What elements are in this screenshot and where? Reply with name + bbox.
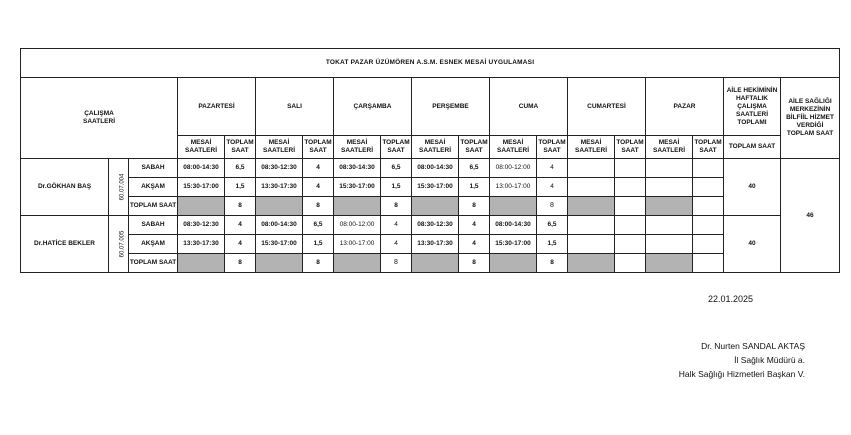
time-cell: 13:00-17:00 <box>490 178 537 197</box>
grey-cell <box>490 254 537 273</box>
hours-cell: 4 <box>303 178 334 197</box>
grey-cell <box>412 197 459 216</box>
shift-label: AKŞAM <box>129 235 178 254</box>
time-cell: 08:30-12:30 <box>256 159 303 178</box>
time-cell <box>646 235 693 254</box>
time-cell: 08:30-12:30 <box>178 216 225 235</box>
day-total: 8 <box>225 254 256 273</box>
day-total: 8 <box>459 197 490 216</box>
day-total: 8 <box>459 254 490 273</box>
weekly-total-value: 40 <box>724 216 781 273</box>
calisma-saatleri-header: ÇALIŞMA SAATLERİ <box>21 78 178 159</box>
grey-cell <box>568 197 615 216</box>
time-cell: 08:30-14:30 <box>334 159 381 178</box>
time-cell: 15:30-17:00 <box>334 178 381 197</box>
shift-label: SABAH <box>129 216 178 235</box>
hours-cell <box>693 235 724 254</box>
day-total <box>693 254 724 273</box>
time-cell <box>646 216 693 235</box>
sub-header-mesai: MESAİ SAATLERİ <box>568 136 615 159</box>
time-cell: 08:00-12:00 <box>490 159 537 178</box>
time-cell: 15:30-17:00 <box>412 178 459 197</box>
grey-cell <box>178 254 225 273</box>
document-date: 22.01.2025 <box>708 294 754 304</box>
center-total-header: AİLE SAĞLIĞI MERKEZİNİN BİLFİİL HİZMET VERDİĞİ TOPLAM SAAT <box>781 78 840 159</box>
time-cell <box>568 235 615 254</box>
grey-cell <box>412 254 459 273</box>
sub-header-toplam: TOPLAM SAAT <box>459 136 490 159</box>
sub-header-toplam: TOPLAM SAAT <box>225 136 256 159</box>
time-cell: 15:30-17:00 <box>178 178 225 197</box>
hours-cell: 4 <box>303 159 334 178</box>
hours-cell: 4 <box>537 159 568 178</box>
time-cell: 08:00-12:00 <box>334 216 381 235</box>
time-cell: 13:30-17:30 <box>178 235 225 254</box>
shift-label: SABAH <box>129 159 178 178</box>
grey-cell <box>334 254 381 273</box>
time-cell <box>568 216 615 235</box>
sub-header-mesai: MESAİ SAATLERİ <box>178 136 225 159</box>
hours-cell: 1,5 <box>459 178 490 197</box>
doctor-name: Dr.GÖKHAN BAŞ <box>21 159 109 216</box>
doctor-code: 60.07.005 <box>109 216 129 273</box>
hours-cell: 6,5 <box>303 216 334 235</box>
grey-cell <box>646 254 693 273</box>
hours-cell <box>693 159 724 178</box>
sub-header-mesai: MESAİ SAATLERİ <box>490 136 537 159</box>
sub-header-toplam: TOPLAM SAAT <box>615 136 646 159</box>
time-cell: 13:00-17:00 <box>334 235 381 254</box>
grey-cell <box>334 197 381 216</box>
day-header-thursday: PERŞEMBE <box>412 78 490 136</box>
hours-cell <box>693 178 724 197</box>
grey-cell <box>490 197 537 216</box>
day-total <box>693 197 724 216</box>
hours-cell: 1,5 <box>225 178 256 197</box>
hours-cell: 1,5 <box>381 178 412 197</box>
time-cell: 13:30-17:30 <box>256 178 303 197</box>
grey-cell <box>256 254 303 273</box>
sub-header-toplam: TOPLAM SAAT <box>693 136 724 159</box>
signer-role: Halk Sağlığı Hizmetleri Başkan V. <box>678 369 805 379</box>
grey-cell <box>646 197 693 216</box>
weekly-total-value: 40 <box>724 159 781 216</box>
grey-cell <box>178 197 225 216</box>
time-cell: 08:30-12:30 <box>412 216 459 235</box>
doctor-name: Dr.HATİCE BEKLER <box>21 216 109 273</box>
hours-cell: 4 <box>225 235 256 254</box>
hours-cell: 1,5 <box>537 235 568 254</box>
time-cell: 08:00-14:30 <box>412 159 459 178</box>
day-total: 8 <box>381 254 412 273</box>
day-total: 8 <box>303 254 334 273</box>
shift-label: AKŞAM <box>129 178 178 197</box>
day-total: 8 <box>225 197 256 216</box>
total-label: TOPLAM SAAT <box>129 197 178 216</box>
sub-header-weekly: TOPLAM SAAT <box>724 136 781 159</box>
day-header-tuesday: SALI <box>256 78 334 136</box>
hours-cell: 4 <box>459 216 490 235</box>
sub-header-toplam: TOPLAM SAAT <box>303 136 334 159</box>
day-header-sunday: PAZAR <box>646 78 724 136</box>
hours-cell: 6,5 <box>225 159 256 178</box>
sub-header-mesai: MESAİ SAATLERİ <box>646 136 693 159</box>
day-total: 8 <box>381 197 412 216</box>
hours-cell: 6,5 <box>537 216 568 235</box>
hours-cell <box>615 216 646 235</box>
day-total <box>615 254 646 273</box>
hours-cell <box>615 159 646 178</box>
hours-cell: 6,5 <box>381 159 412 178</box>
time-cell: 15:30-17:00 <box>490 235 537 254</box>
hours-cell: 4 <box>381 235 412 254</box>
day-header-monday: PAZARTESİ <box>178 78 256 136</box>
day-total <box>615 197 646 216</box>
time-cell <box>568 159 615 178</box>
table-title: TOKAT PAZAR ÜZÜMÖREN A.S.M. ESNEK MESAİ UYGULAMASI <box>21 49 840 78</box>
time-cell: 15:30-17:00 <box>256 235 303 254</box>
doctor-code: 60.07.004 <box>109 159 129 216</box>
day-header-saturday: CUMARTESİ <box>568 78 646 136</box>
hours-cell: 4 <box>537 178 568 197</box>
schedule-table <box>20 48 840 273</box>
time-cell: 13:30-17:30 <box>412 235 459 254</box>
time-cell: 08:00-14:30 <box>178 159 225 178</box>
hours-cell: 4 <box>381 216 412 235</box>
center-total-value: 46 <box>781 159 840 273</box>
weekly-total-header: AİLE HEKİMİNİN HAFTALIK ÇALIŞMA SAATLERİ TOPLAMI <box>724 78 781 136</box>
signature-block <box>679 339 805 381</box>
grey-cell <box>568 254 615 273</box>
hours-cell <box>693 216 724 235</box>
hours-cell: 4 <box>225 216 256 235</box>
hours-cell <box>615 178 646 197</box>
time-cell: 08:00-14:30 <box>256 216 303 235</box>
signer-title: İl Sağlık Müdürü a. <box>734 355 805 365</box>
sub-header-mesai: MESAİ SAATLERİ <box>412 136 459 159</box>
sub-header-mesai: MESAİ SAATLERİ <box>334 136 381 159</box>
time-cell: 08:00-14:30 <box>490 216 537 235</box>
hours-cell: 1,5 <box>303 235 334 254</box>
signer-name: Dr. Nurten SANDAL AKTAŞ <box>701 341 805 351</box>
hours-cell <box>615 235 646 254</box>
sub-header-toplam: TOPLAM SAAT <box>381 136 412 159</box>
time-cell <box>646 159 693 178</box>
time-cell <box>568 178 615 197</box>
hours-cell: 6,5 <box>459 159 490 178</box>
day-total: 8 <box>537 254 568 273</box>
day-header-friday: CUMA <box>490 78 568 136</box>
hours-cell: 4 <box>459 235 490 254</box>
total-label: TOPLAM SAAT <box>129 254 178 273</box>
grey-cell <box>256 197 303 216</box>
day-total: 8 <box>303 197 334 216</box>
sub-header-mesai: MESAİ SAATLERİ <box>256 136 303 159</box>
day-total: 8 <box>537 197 568 216</box>
day-header-wednesday: ÇARŞAMBA <box>334 78 412 136</box>
time-cell <box>646 178 693 197</box>
sub-header-toplam: TOPLAM SAAT <box>537 136 568 159</box>
